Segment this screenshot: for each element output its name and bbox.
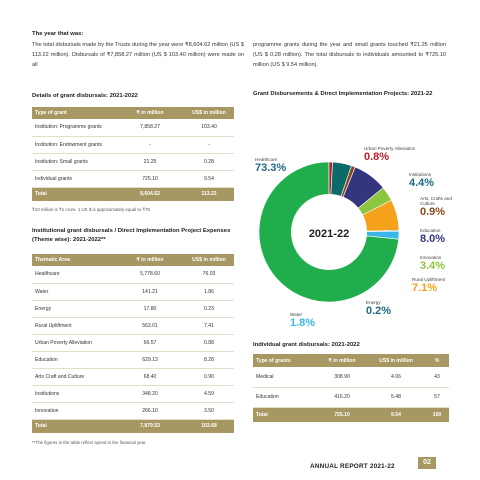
label-innovation-pct: 3.4%: [420, 260, 446, 273]
individual-cell: 4.06: [367, 367, 425, 387]
theme-cell: 348.20: [116, 385, 184, 402]
details-cell: -: [116, 136, 184, 153]
footer-title: ANNUAL REPORT 2021-22: [310, 463, 395, 470]
theme-header-row: [32, 254, 234, 266]
pie-center-label: 2021-22: [308, 228, 350, 240]
theme-cell: 7.41: [184, 317, 234, 334]
theme-cell: 0.23: [184, 300, 234, 317]
individual-total-label: Total: [253, 407, 317, 422]
individual-total-pct: 100: [425, 407, 449, 422]
details-cell: 21.25: [116, 153, 184, 170]
individual-table: [253, 354, 449, 422]
theme-cell: 76.03: [184, 266, 234, 283]
details-cell: Institution: Programme grants: [32, 119, 116, 136]
details-cell: Institution: Small grants: [32, 153, 116, 170]
table-row: [32, 368, 234, 385]
table-row: [32, 351, 234, 368]
label-arts-pct: 0.9%: [420, 206, 446, 219]
label-institutions-pct: 4.4%: [409, 177, 435, 190]
table-row: [32, 136, 234, 153]
details-total-usd: 113.22: [184, 187, 234, 201]
theme-cell: Arts Craft and Culture: [32, 368, 116, 385]
pie-chart: [253, 110, 453, 330]
individual-header-type: Type of grants: [253, 354, 317, 367]
details-note: ₹10 million is ₹1 crore. 1 US $ is approximately equal to ₹76: [32, 207, 150, 212]
theme-note: **The figures in the table reflect spend in the financial year.: [32, 440, 147, 445]
details-title: Details of grant disbursals: 2021-2022: [32, 93, 138, 99]
label-healthcare-pct: 73.3%: [255, 162, 287, 175]
details-cell: 103.40: [184, 119, 234, 136]
page-number: 02: [418, 457, 436, 469]
theme-cell: Institutions: [32, 385, 116, 402]
theme-cell: 17.80: [116, 300, 184, 317]
label-healthcare: [255, 157, 286, 174]
label-innovation-name: Innovation: [420, 255, 442, 260]
theme-cell: 563.01: [116, 317, 184, 334]
theme-cell: 141.21: [116, 283, 184, 300]
label-education-name: Education: [420, 228, 441, 233]
theme-cell: 266.10: [116, 402, 184, 419]
label-arts-name: Arts, Crafts and Culture: [420, 196, 452, 207]
theme-cell: Innovation: [32, 402, 116, 419]
table-row: [32, 153, 234, 170]
theme-cell: Urban Poverty Alleviation: [32, 334, 116, 351]
theme-total-inr: 7,879.53: [116, 419, 184, 433]
individual-header-pct: %: [425, 354, 449, 367]
table-row: [32, 300, 234, 317]
theme-header-inr: ₹ in million: [116, 254, 184, 266]
label-education-pct: 8.0%: [420, 233, 446, 246]
table-row: [253, 367, 449, 387]
label-urban: [364, 146, 424, 163]
individual-total-inr: 725.10: [317, 407, 367, 422]
details-header-row: [32, 107, 234, 119]
label-institutions-name: Institutions: [409, 172, 431, 177]
theme-cell: 629.13: [116, 351, 184, 368]
individual-cell: 43: [425, 367, 449, 387]
individual-cell: 5.48: [367, 387, 425, 407]
label-water-name: Water: [290, 312, 303, 317]
individual-cell: Medical: [253, 367, 317, 387]
details-table: [32, 107, 234, 201]
theme-cell: Energy: [32, 300, 116, 317]
label-education: [420, 228, 445, 245]
label-innovation: [420, 255, 445, 272]
theme-total-label: Total: [32, 419, 116, 433]
individual-cell: 57: [425, 387, 449, 407]
details-cell: 0.28: [184, 153, 234, 170]
details-cell: -: [184, 136, 234, 153]
individual-header-row: [253, 354, 449, 367]
table-row: [32, 119, 234, 136]
theme-total-usd: 103.68: [184, 419, 234, 433]
intro-left: [32, 30, 244, 70]
intro-right-text: programme grants during the year and small grants touched ₹21.25 million (US $ 0.28 million). The total disbursals to individuals amounted to ₹725.10 million (US $ 9.54 million).: [253, 42, 446, 69]
theme-header-usd: US$ in million: [184, 254, 234, 266]
label-urban-pct: 0.8%: [364, 151, 390, 164]
label-rural-name: Rural Upliftment: [412, 277, 445, 282]
details-total-inr: 8,604.62: [116, 187, 184, 201]
individual-total-usd: 9.54: [367, 407, 425, 422]
theme-total-row: [32, 419, 234, 433]
theme-cell: 0.90: [184, 368, 234, 385]
details-cell: Individual grants: [32, 170, 116, 187]
table-row: [32, 266, 234, 283]
individual-header-usd: US$ in million: [367, 354, 425, 367]
table-row: [32, 283, 234, 300]
label-institutions: [409, 172, 434, 189]
details-header-type: Type of grant: [32, 107, 116, 119]
table-row: [32, 385, 234, 402]
theme-cell: 4.59: [184, 385, 234, 402]
label-rural-pct: 7.1%: [412, 282, 438, 295]
theme-cell: Rural Upliftment: [32, 317, 116, 334]
theme-cell: 1.86: [184, 283, 234, 300]
table-row: [32, 402, 234, 419]
label-urban-name: Urban Poverty Alleviation: [364, 146, 416, 151]
details-cell: 7,858.27: [116, 119, 184, 136]
theme-cell: Education: [32, 351, 116, 368]
theme-table: [32, 254, 234, 433]
individual-cell: 416.20: [317, 387, 367, 407]
details-cell: 9.54: [184, 170, 234, 187]
table-row: [32, 317, 234, 334]
intro-heading: The year that was:: [32, 31, 84, 37]
theme-cell: 3.50: [184, 402, 234, 419]
label-energy-pct: 0.2%: [366, 305, 392, 318]
intro-left-text: The total disbursals made by the Trusts during the year were ₹8,604.62 million (US $ 113.22 million). Disbursals of ₹7,858.27 million (US $ 103.40 million) were made on all: [32, 41, 244, 68]
table-row: [32, 334, 234, 351]
details-total-row: [32, 187, 234, 201]
theme-cell: Water: [32, 283, 116, 300]
label-energy: [366, 300, 391, 317]
theme-cell: 0.88: [184, 334, 234, 351]
details-header-inr: ₹ in million: [116, 107, 184, 119]
theme-cell: 66.57: [116, 334, 184, 351]
details-header-usd: US$ in million: [184, 107, 234, 119]
label-energy-name: Energy: [366, 300, 381, 305]
theme-header-area: Thematic Area: [32, 254, 116, 266]
theme-cell: Healthcare: [32, 266, 116, 283]
label-rural: [412, 277, 445, 294]
theme-title: Institutional grant disbursals / Direct Implementation Project Expenses (Theme wise): 2021-2022**: [32, 228, 231, 243]
details-total-label: Total: [32, 187, 116, 201]
table-row: [32, 170, 234, 187]
individual-total-row: [253, 407, 449, 422]
label-water: [290, 312, 315, 329]
table-row: [253, 387, 449, 407]
label-water-pct: 1.8%: [290, 317, 316, 330]
theme-cell: 8.28: [184, 351, 234, 368]
theme-cell: 5,778.60: [116, 266, 184, 283]
theme-cell: 68.40: [116, 368, 184, 385]
label-arts: [420, 196, 454, 218]
individual-header-inr: ₹ in million: [317, 354, 367, 367]
details-cell: Institution: Endowment grants: [32, 136, 116, 153]
details-cell: 725.10: [116, 170, 184, 187]
individual-cell: Education: [253, 387, 317, 407]
label-healthcare-name: Healthcare: [255, 157, 278, 162]
chart-title: Grant Disbursements & Direct Implementation Projects: 2021-22: [253, 91, 433, 97]
individual-title: Individual grant disbursals: 2021-2022: [253, 342, 360, 348]
individual-cell: 308.90: [317, 367, 367, 387]
